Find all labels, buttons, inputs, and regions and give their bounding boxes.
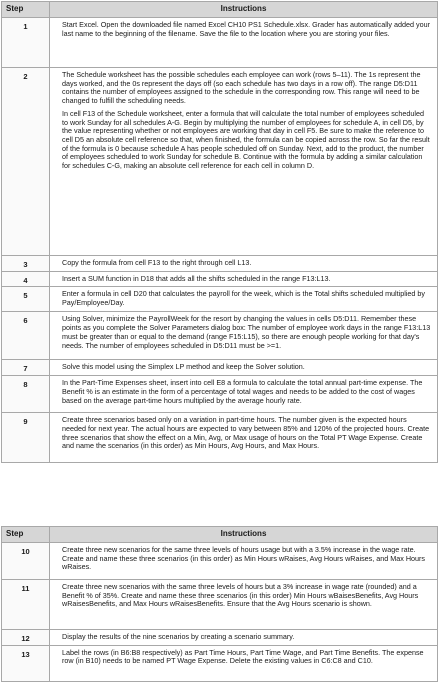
step-number: 5 (2, 287, 50, 312)
instruction-paragraph: Create three new scenarios with the same three levels of hours but a 3% increase in wage rate (rounded) and a Benefit % of 35%. Create and name these three scenarios (in this order) Min Hours wBaisesBenefits, Avg Hours wRaisesBenefits, and Max Hours wRaisesBenefits. Ensure that the Avg Hours scenario is shown. (62, 582, 419, 609)
instructions-table-top (1, 1, 438, 463)
instruction-paragraph: Start Excel. Open the downloaded file named Excel CH10 PS1 Schedule.xlsx. Grader has automatically added your last name to the beginning of the filename. Save the file to the location where you are storing your files. (62, 20, 430, 38)
step-number: 6 (2, 312, 50, 360)
instruction-paragraph: Using Solver, minimize the PayrollWeek for the resort by changing the values in cells D5:D11. Remember these points as you complete the Solver Parameters dialog box: The number of employee work days in the range F13:L13 must be greater than or equal to the demand (range F15:L15), so there are enough people working for that day's needs. The number of employees scheduled in D5:D11 must be >=1. (62, 314, 431, 350)
table-header-row (2, 2, 438, 18)
table-header-row (2, 527, 438, 543)
instruction-paragraph: Enter a formula in cell D20 that calculates the payroll for the week, which is the Total shifts scheduled multiplied by Pay/Employee/Day. (62, 289, 426, 308)
step-instruction (50, 18, 438, 68)
step-column-header: Step (2, 527, 50, 543)
step-number: 10 (2, 543, 50, 580)
step-number: 7 (2, 360, 50, 376)
step-number: 11 (2, 580, 50, 630)
step-instruction (50, 543, 438, 580)
step-number: 13 (2, 645, 50, 681)
step-column-header: Step (2, 2, 50, 18)
step-instruction (50, 287, 438, 312)
step-instruction (50, 580, 438, 630)
step-instruction (50, 645, 438, 681)
step-instruction (50, 312, 438, 360)
instruction-paragraph: Create three scenarios based only on a variation in part-time hours. The number given is the expected hours needed for next year. The actual hours are expected to vary between 85% and 120% of the projected hours. Create three scenarios that show the effect on a Min, Avg, or Max usage of hours on the Total PT Wage Expense. Create and name the scenarios (in this order) as Min Hours, Avg Hours, and Max Hours. (62, 415, 430, 451)
table-row (2, 312, 438, 360)
table-row (2, 630, 438, 646)
table-row (2, 645, 438, 681)
table-row (2, 543, 438, 580)
table-row (2, 287, 438, 312)
instruction-paragraph: Solve this model using the Simplex LP method and keep the Solver solution. (62, 362, 305, 372)
instructions-table-bottom (1, 526, 438, 682)
step-instruction (50, 68, 438, 256)
instruction-paragraph: In cell F13 of the Schedule worksheet, enter a formula that will calculate the total number of employees scheduled to work Sunday for all schedules A-G. Begin by multiplying the number of employees for schedule A, in cell D5, by the value representing whether or not employees are working that day in cell F5. Be sure to make the reference to cell D5 an absolute cell reference so that, when finished, the formula can be copied across the row. So far the result of the formula is 0 because schedule A has people scheduled off on Sunday. Next, add to the product, the number of employees scheduled to work Sunday for schedule B. Continue with the formula by adding a similar calculation for schedules C-G, making an absolute cell reference for each cell in column D. (62, 108, 430, 171)
table-row (2, 580, 438, 630)
table-row (2, 360, 438, 376)
table-row (2, 376, 438, 413)
step-number: 12 (2, 630, 50, 646)
step-instruction (50, 630, 438, 646)
table-row (2, 18, 438, 68)
step-number: 2 (2, 68, 50, 256)
table-row (2, 413, 438, 463)
instruction-paragraph: Display the results of the nine scenarios by creating a scenario summary. (62, 632, 295, 641)
step-number: 4 (2, 271, 50, 287)
step-number: 3 (2, 256, 50, 272)
table-row (2, 271, 438, 287)
instruction-paragraph: Create three new scenarios for the same three levels of hours usage but with a 3.5% increase in the wage rate. Create and name these three scenarios (in this order) as Min Hours wRaises, Avg Hours wRaises, and Max Hours wRaises. (62, 545, 425, 572)
instructions-column-header: Instructions (50, 2, 438, 18)
step-instruction (50, 360, 438, 376)
step-number: 9 (2, 413, 50, 463)
table-row (2, 256, 438, 272)
table-row (2, 68, 438, 256)
instruction-paragraph: In the Part-Time Expenses sheet, insert into cell E8 a formula to calculate the total annual part-time expense. The Benefit % is an estimate in the form of a percentage of total wages and needs to be added to the cost of wages based on the average part-time hours multiplied by the average hourly rate. (62, 378, 423, 405)
instruction-paragraph: Label the rows (in B6:B8 respectively) as Part Time Hours, Part Time Wage, and Part Time Benefits. The expense row (in B10) needs to be named PT Wage Expense. Delete the existing values in C6:C8 and C10. (62, 647, 424, 666)
instruction-paragraph: Insert a SUM function in D18 that adds all the shifts scheduled in the range F13:L13. (62, 273, 331, 283)
instructions-column-header: Instructions (50, 527, 438, 543)
instruction-paragraph: The Schedule worksheet has the possible schedules each employee can work (rows 5–11). The 1s represent the days worked, and the 0s represent the days off (so each schedule has two days in a row off). The range D5:D11 contains the number of employees assigned to the schedule in the corresponding row. This range will need to be changed to fulfill the scheduling needs. (62, 70, 421, 106)
step-instruction (50, 413, 438, 463)
step-instruction (50, 376, 438, 413)
step-number: 1 (2, 18, 50, 68)
step-number: 8 (2, 376, 50, 413)
step-instruction (50, 256, 438, 272)
instruction-paragraph: Copy the formula from cell F13 to the right through cell L13. (62, 258, 252, 267)
step-instruction (50, 271, 438, 287)
